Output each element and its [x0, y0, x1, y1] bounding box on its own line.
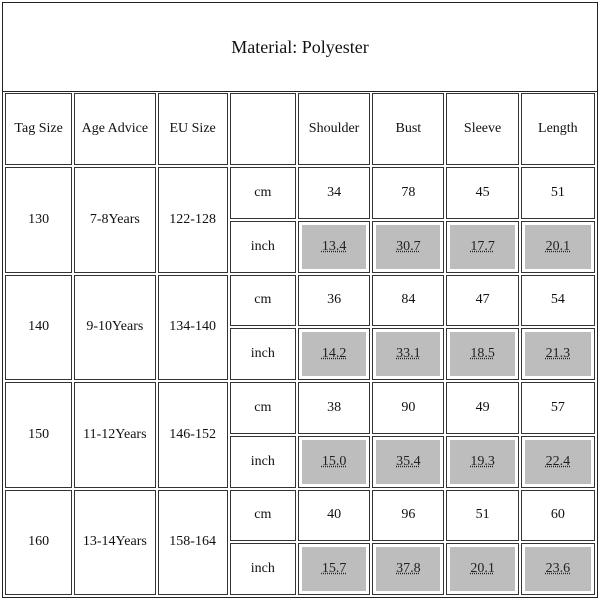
shoulder-cm-cell: 36 — [298, 275, 370, 327]
shoulder-inch-cell: 15.0 — [298, 436, 370, 488]
age-advice-cell: 11-12Years — [74, 382, 155, 488]
tag-size-cell: 150 — [5, 382, 72, 488]
header-shoulder: Shoulder — [298, 93, 370, 165]
shoulder-cm-cell: 40 — [298, 490, 370, 542]
shoulder-inch-cell: 13.4 — [298, 221, 370, 273]
tag-size-cell: 130 — [5, 167, 72, 273]
sleeve-cm-cell: 47 — [446, 275, 518, 327]
unit-inch-label: inch — [230, 543, 296, 595]
unit-cm-label: cm — [230, 275, 296, 327]
length-cm-cell: 54 — [521, 275, 595, 327]
age-advice-cell: 9-10Years — [74, 275, 155, 381]
table-row — [5, 382, 595, 434]
bust-inch-cell: 30.7 — [372, 221, 444, 273]
length-inch-cell: 23.6 — [521, 543, 595, 595]
eu-size-cell: 146-152 — [158, 382, 228, 488]
header-tag-size: Tag Size — [5, 93, 72, 165]
shoulder-inch-cell: 15.7 — [298, 543, 370, 595]
unit-cm-label: cm — [230, 490, 296, 542]
tag-size-cell: 160 — [5, 490, 72, 596]
table-row — [5, 167, 595, 219]
bust-inch-cell: 35.4 — [372, 436, 444, 488]
unit-cm-label: cm — [230, 167, 296, 219]
size-table — [3, 91, 597, 597]
shoulder-cm-cell: 34 — [298, 167, 370, 219]
unit-cm-label: cm — [230, 382, 296, 434]
unit-inch-label: inch — [230, 221, 296, 273]
sleeve-inch-cell: 19.3 — [446, 436, 518, 488]
bust-inch-cell: 33.1 — [372, 328, 444, 380]
header-age-advice: Age Advice — [74, 93, 155, 165]
eu-size-cell: 122-128 — [158, 167, 228, 273]
unit-inch-label: inch — [230, 436, 296, 488]
length-cm-cell: 51 — [521, 167, 595, 219]
header-sleeve: Sleeve — [446, 93, 518, 165]
header-unit — [230, 93, 296, 165]
bust-inch-cell: 37.8 — [372, 543, 444, 595]
table-row — [5, 275, 595, 327]
length-cm-cell: 60 — [521, 490, 595, 542]
length-inch-cell: 21.3 — [521, 328, 595, 380]
sleeve-inch-cell: 20.1 — [446, 543, 518, 595]
header-eu-size: EU Size — [158, 93, 228, 165]
eu-size-cell: 158-164 — [158, 490, 228, 596]
unit-inch-label: inch — [230, 328, 296, 380]
header-row — [5, 93, 595, 165]
shoulder-inch-cell: 14.2 — [298, 328, 370, 380]
bust-cm-cell: 84 — [372, 275, 444, 327]
shoulder-cm-cell: 38 — [298, 382, 370, 434]
eu-size-cell: 134-140 — [158, 275, 228, 381]
sleeve-cm-cell: 51 — [446, 490, 518, 542]
header-length: Length — [521, 93, 595, 165]
length-cm-cell: 57 — [521, 382, 595, 434]
bust-cm-cell: 90 — [372, 382, 444, 434]
tag-size-cell: 140 — [5, 275, 72, 381]
material-title: Material: Polyester — [3, 3, 597, 92]
age-advice-cell: 7-8Years — [74, 167, 155, 273]
sleeve-cm-cell: 49 — [446, 382, 518, 434]
bust-cm-cell: 96 — [372, 490, 444, 542]
sleeve-cm-cell: 45 — [446, 167, 518, 219]
bust-cm-cell: 78 — [372, 167, 444, 219]
length-inch-cell: 22.4 — [521, 436, 595, 488]
size-chart — [2, 2, 598, 598]
age-advice-cell: 13-14Years — [74, 490, 155, 596]
header-bust: Bust — [372, 93, 444, 165]
sleeve-inch-cell: 18.5 — [446, 328, 518, 380]
table-row — [5, 490, 595, 542]
sleeve-inch-cell: 17.7 — [446, 221, 518, 273]
length-inch-cell: 20.1 — [521, 221, 595, 273]
